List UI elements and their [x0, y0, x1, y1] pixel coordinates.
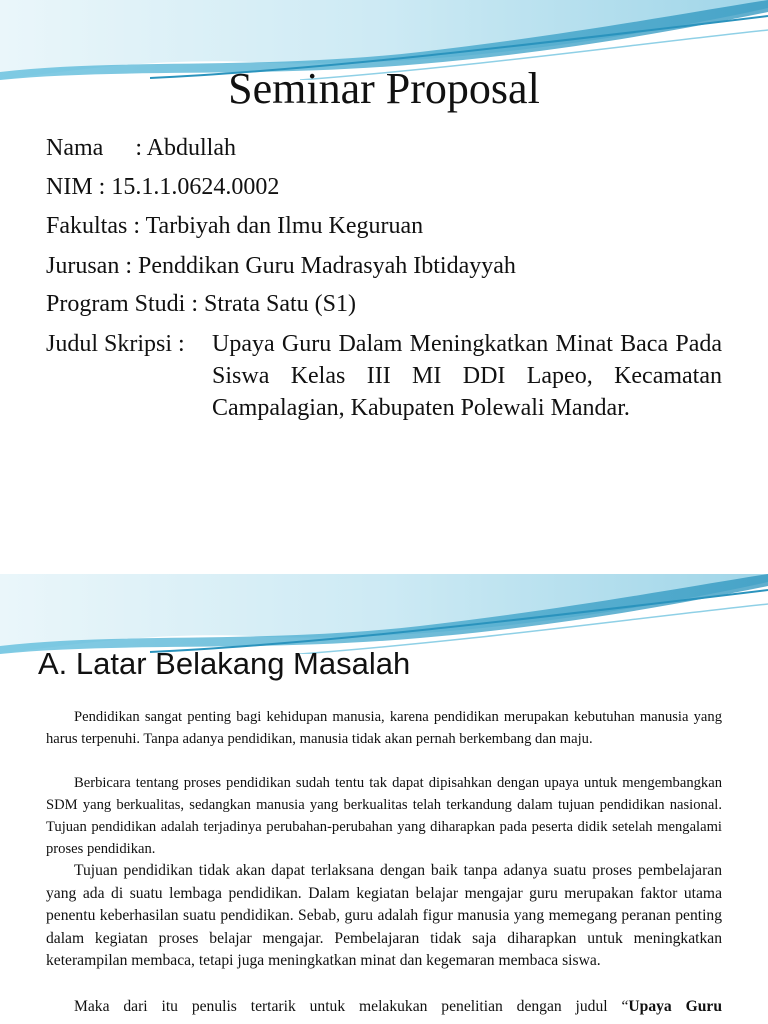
judul-value: Upaya Guru Dalam Meningkatkan Minat Baca Pada Siswa Kelas III MI DDI Lapeo, Kecamatan Campalagian, Kabupaten Polewali Mandar.: [212, 331, 722, 421]
section-heading: A. Latar Belakang Masalah: [38, 646, 411, 681]
paragraph-3: Tujuan pendidikan tidak akan dapat terlaksana dengan baik tanpa adanya suatu proses pembelajaran yang ada di suatu lembaga pendidikan. Dalam kegiatan belajar mengajar guru merupakan faktor utama penentu keberhasilan suatu pendidikan. Sebab, guru adalah figur manusia yang memegang peranan penting dalam kegiatan proses belajar mengajar. Pembelajaran tidak saja diharapkan untuk meningkatkan keterampilan membaca, tetapi juga meningkatkan minat dan kegemaran membaca siswa.: [46, 862, 722, 969]
fakultas-line: Fakultas : Tarbiyah dan Ilmu Keguruan: [46, 213, 424, 239]
paragraph-1: Pendidikan sangat penting bagi kehidupan manusia, karena pendidikan merupakan kebutuhan manusia yang harus terpenuhi. Tanpa adanya pendidikan, manusia tidak akan pernah berkembang dan maju.: [46, 709, 722, 747]
nim-line: NIM : 15.1.1.0624.0002: [46, 174, 280, 200]
nama-label: Nama: [46, 135, 104, 161]
program-studi-line: Program Studi : Strata Satu (S1): [46, 291, 356, 317]
slide-title: Seminar Proposal: [228, 64, 540, 113]
slide-separator: [0, 552, 768, 574]
paragraph-4-text: Maka dari itu penulis tertarik untuk melakukan penelitian dengan judul “: [74, 998, 629, 1015]
slide-2: [0, 574, 768, 1024]
jurusan-line: Jurusan : Penddikan Guru Madrasyah Ibtidayyah: [46, 253, 516, 279]
paragraph-2: Berbicara tentang proses pendidikan sudah tentu tak dapat dipisahkan dengan upaya untuk mengembangkan SDM yang berkualitas, sedangkan manusia yang berkualitas telah terkandung dalam tujuan pendidikan nasional. Tujuan pendidikan adalah terjadinya perubahan-perubahan yang diharapkan pada peserta didik setelah mengalami proses pendidikan.: [46, 775, 722, 857]
paragraph-4: [46, 996, 722, 1018]
judul-label: Judul Skripsi :: [46, 331, 185, 357]
judul-skripsi-block: [46, 328, 722, 458]
nama-line: [46, 133, 236, 163]
paragraph-4-bold-title: Upaya Guru: [628, 998, 722, 1015]
nama-value: : Abdullah: [135, 135, 236, 161]
decorative-wave-icon: [0, 574, 768, 654]
